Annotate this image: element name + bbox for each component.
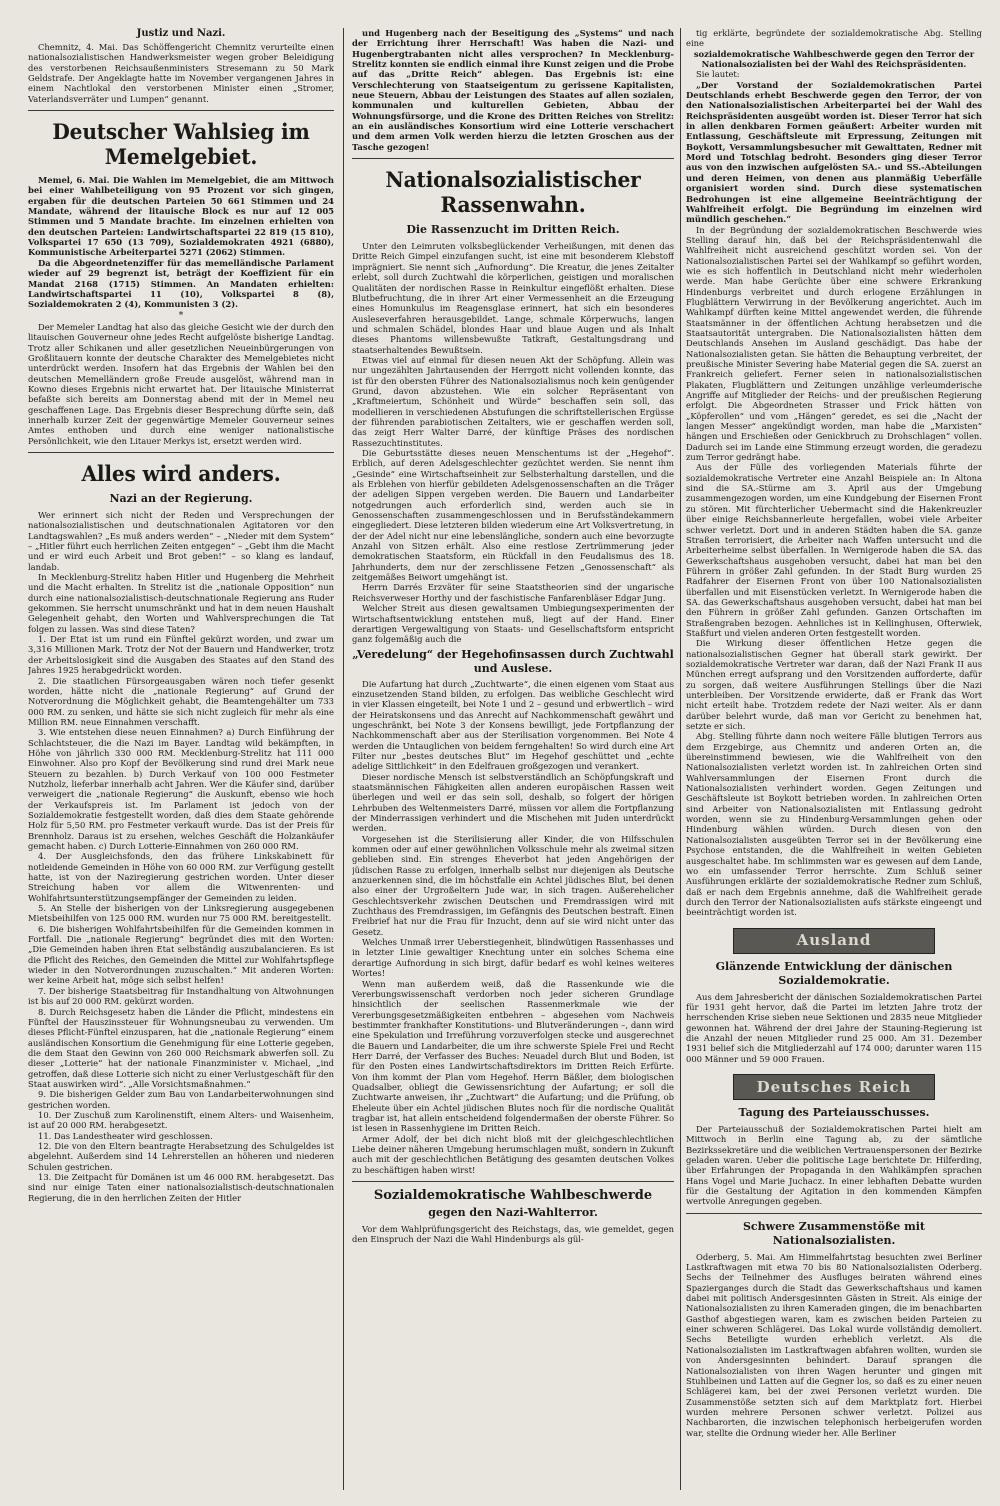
paragraph: Aus der Fülle des vorliegenden Materials führte der sozialdemokratische Vertreter eine Anzahl Beispiele an: In Altona sind die SA.-Stürme am 3. April aus der Umgebung zusammengezogen worden, um eine Kundgebung der Eisernen Front zu stören. Mit fürchterlicher Uebermacht sind die Hakenkreuzler über einige Reichsbannerleute hergefallen, wobei viele Arbeiter schwer verletzt. Dort und in anderen Städten haben die SA. ganze Straßen terrorisiert, die Arbeiter nach Waffen untersucht und die Arbeiterheime selbst überfallen. In Wernigerode haben die SA. das Gewerkschaftshaus ausgehoben versucht, dabei hat man bei den Führern in größer Zahl gefunden. In der Stadt Burg wurden 25 Radfahrer der Eisernen Front von über 100 Nationalsozialisten überfallen und mit Eisenstücken verletzt. In Wernigerode haben die SA. das Gewerkschaftshaus ausgehoben versucht, dabei hat man bei den Führern in größer Zahl gefunden. Ganzen Ortschaften im Straßengraben bezogen. Aehnliches ist in Kellinghusen, Ofterwiek, Staßfurt und vielen anderen Orten festgestellt worden. [686, 462, 982, 638]
paragraph: Wer erinnert sich nicht der Reden und Versprechungen der nationalsozialistischen und deutschnationalen Agitatoren vor den Landtagswahlen? „Es muß anders werden“ – „Nieder mit dem System“ – „Hitler führt euch herrlichen Zeiten entgegen“ – „Gebt ihm die Macht und er wird euch Arbeit und Brot geben!“ – so klang es landauf, landab. [28, 510, 334, 572]
paragraph: Sie lautet: [696, 69, 740, 80]
paragraph: Etwas viel auf einmal für diesen neuen Akt der Schöpfung. Allein was nur ungezählten Jahrtausenden der Herrgott nicht vollenden konnte, das ist für den obersten Führer des Nationalsozialismus noch kein genügender Grund, davon abzustehen. Wie ein solcher Repräsentant von „Kraftmeiertum, Schönheit und Würde“ beschaffen sein soll, das modellieren in verschiedenen Abstufungen die schriftstellerischen Ergüsse der führenden parabiotischen Zeitalters, wie er geschaffen werden soll, das zeigt Herr Walter Darré, der künftige Präses des nordischen Rassezuchtinstitutes. [352, 354, 674, 448]
article-title: Tagung des Parteiausschusses. [738, 1105, 930, 1119]
paragraph: Die Geburtsstätte dieses neuen Menschentums ist der „Hegehof“. Erblich, auf deren Adelsgeschlechter gezüchtet werden. Sie nennt ihm „Gesinde“ eine Wirtschaftseinheit zur Selbsterhaltung darstellen, und die als Erblehen von hierfür gebildeten Adelsgenossenschaften an die Träger der adeligen Sippen vergeben werden. Die Bauern und Landarbeiter notgedrungen auch erforderlich sind, werden auch sie in Genossenschaften zusammengeschlossen und in Berufsständekammern eingegliedert. Diese letzteren bilden wiederum eine Art Volksvertretung, in der der Adel nicht nur eine lebenslängliche, sondern auch eine bevorzugte Anzahl von Sitzen erhält. Also eine restlose Zertrümmerung jeder demokratischen Staatsform, ein Rückfall in den Feudalismus des 18. Jahrhunderts, dem nur der zerschlissene Fetzen „Genossenschaft“ als zeitgemäßes Beiwort umgehängt ist. [352, 448, 674, 583]
paragraph: 1. Der Etat ist um rund ein Fünftel gekürzt worden, und zwar um 3,316 Millionen Mark. Trotz der Not der Bauern und Handwerker, trotz der Arbeitslosigkeit sind die Ausgaben des Staates auf den Stand des Jahres 1925 herabgedrückt worden. [28, 634, 334, 676]
paragraph: In der Begründung der sozialdemokratischen Beschwerde wies Stelling darauf hin, daß bei der Reichspräsidentenwahl die Wahlfreiheit nicht ausreichend geschützt worden sei. Von der Nationalsozialistischen Partei sei der Wahlkampf so geführt worden, wie es sich hoffentlich in Deutschland nicht mehr wiederholen werde. Man habe Gerüchte über eine schwere Erkrankung Hindenburgs verbreitet und durch erlogene Erzählungen in Flugblättern Verwirrung in der Bevölkerung angerichtet. Auch im Wahlkampf dürften keine Mittel angewendet werden, die führende Staatsmänner in der öffentlichen Achtung herabsetzen und die Staatsautorität untergraben. Die Nationalsozialisten hätten dem Deutschlands Ansehen im Ausland geschädigt. Das habe der Nationalsozialisten getan. Sie hätten die Behauptung verbreitet, der preußische Minister Severing habe Material gegen die SA. zuerst an Frankreich geliefert. Ferner seien in nationalsozialistischen Plakaten, Flugblättern und Zeitungen unzählige verleumderische Angriffe auf Mitglieder der Reichs- und der preußischen Regierung erfolgt. Die Abgeordneten Strasser und Frick hätten von „Köpferollen“ und vom „Hängen“ geredet, es sei die „Nacht der langen Messer“ angekündigt worden, man habe die „Marxisten“ hängen und Erschießen oder Genickbruch zu Drohschlagen“ vollen. Dadurch sei im Lande eine Stimmung erzeugt worden, die geradezu zum Terror gedrängt habe. [686, 224, 982, 463]
paragraph: 2. Die staatlichen Fürsorgeausgaben wären noch tiefer gesenkt worden, hätte nicht die „nationale Regierung“ auf Grund der Notverordnung die Möglichkeit gehabt, die Beamtengehälter um 733 000 RM. zu senken, und hätte sie sich nicht zugleich für mehr als eine Million RM. neue Einnahmen verschafft. [28, 675, 334, 727]
column-rule [680, 28, 681, 1490]
paragraph: Die Aufartung hat durch „Zuchtwarte“, die einen eigenen vom Staat aus einzusetzenden Stand bilden, zu erfolgen. Das weibliche Geschlecht wird in vier Klassen eingeteilt, bei Note 1 und 2 – gesund und erbwertlich – wird der Heiratskonsens und das Anrecht auf Nachkommenschaft gewährt und ungeschränkt, bei Note 3 der Konsens bewilligt, jede Fortpflanzung der Nachkommenschaft aber aus der Sterilisation vorgenommen. Bei Note 4 werden die Untauglichen von beidem ferngehalten! So wird durch eine Art Filter nur „bestes deutsches Blut“ im Hegehof geschüttet und „echte adelige Sittlichkeit“ in den Edelfrauen großgezogen und verankert. [352, 678, 674, 772]
paragraph: Abg. Stelling führte dann noch weitere Fälle blutigen Terrors aus dem Erzgebirge, aus Chemnitz und anderen Orten an, die übereinstimmend bewiesen, wie die Wahlfreiheit von den Nationalsozialisten verletzt worden ist. In zahlreichen Orten sind Wahlversammlungen der Eisernen Front durch die Nationalsozialisten verhindert worden. Gegen Zeitungen und Geschäftsleute ist Boykott betrieben worden. In zahlreichen Orten sind Arbeiter von Nationalsozialisten mit Entlassung gedroht worden, wenn sie zu Hindenburg-Versammlungen gehen oder Hindenburg wählen würden. Durch diesen von den Nationalsozialisten ausgeübten Terror sei in der Bevölkerung eine Psychose entstanden, die die Wahlfreiheit in weiten Gebieten ausgeschaltet habe. Im schlimmsten war es gewesen auf dem Lande, wo ein umfassender Terror herrschte. Zum Schluß seiner Ausführungen erklärte der sozialdemokratische Redner zum Schluß, daß er nach dem Ergebnis annehme, daß die Wahlfreiheit gerade durch den Terror der Nationalsozialisten aufs stärkste eingeengt und beeinträchtigt worden ist. [686, 731, 982, 918]
column-rule [343, 28, 344, 1490]
subheadline: Die Rassenzucht im Dritten Reich. [406, 223, 620, 237]
paragraph: 7. Der bisherige Staatsbeitrag für Instandhaltung von Altwohnungen ist bis auf 20 000 RM. gekürzt worden. [28, 985, 334, 1007]
section-heading: sozialdemokratische Wahlbeschwerde gegen den Terror der Nationalsozialisten bei der Wahl des Reichspräsidenten. [693, 48, 975, 70]
quoted-complaint: „Der Vorstand der Sozialdemokratischen Partei Deutschlands erhebt Beschwerde gegen den Terror, der von den Nationalsozialistischen Arbeiterpartei bei der Wahl des Reichspräsidenten ausgeübt worden ist. Dieser Terror hat sich in allen denkbaren Formen geäußert: Arbeiter wurden mit Entlassung, Geschäftsleute mit Erpressung, Zeitungen mit Boykott, Versammlungsbesucher mit Gewalttaten, Redner mit Mord und Totschlag bedroht. Besonders ging dieser Terror aus von den inzwischen aufgelösten SA.- und SS.-Abteilungen und deren Heimen, von denen aus planmäßig Ueberfälle organisiert worden sind. Durch diese systematischen Bedrohungen ist eine allgemeine Beeinträchtigung der Wahlfreiheit erfolgt. Die Begründung im einzelnen wird mündlich geschehen.“ [686, 79, 982, 225]
column-3 [686, 28, 982, 1492]
article-title: Justiz und Nazi. [136, 28, 226, 39]
paragraph: 4. Der Ausgleichsfonds, den das frühere Linkskabinett für notleidende Gemeinden in Höhe von 60 000 RM. zur Verfügung gestellt hatte, ist von der Naziregierung gestrichen worden. Unter dieser Streichung haben vor allem die Witwenrenten- und Wohlfahrtsunterstützungsempfänger der Gemeinden zu leiden. [28, 851, 334, 903]
subheadline: gegen den Nazi-Wahlterror. [428, 1206, 598, 1220]
headline-anders: Alles wird anders. [81, 461, 281, 486]
paragraph: 10. Der Zuschuß zum Karolinenstift, einem Alters- und Waisenheim, ist auf 20 000 RM. herabgesetzt. [28, 1109, 334, 1131]
headline-wahlbeschwerde: Sozialdemokratische Wahlbeschwerde [373, 1188, 653, 1204]
article-lead: Da die Abgeordnetenziffer für das memelländische Parlament wieder auf 29 begrenzt ist, beträgt der Koeffizient für ein Mandat 2168 (1715) Stimmen. An Mandaten erhielten: Landwirtschaftspartei 11 (10), Volkspartei 8 (8), Sozialdemokraten 2 (4), Kommunisten 3 (2). [28, 257, 334, 310]
column-1 [28, 28, 334, 1492]
paragraph: 8. Durch Reichsgesetz haben die Länder die Pflicht, mindestens ein Fünftel der Hauszinssteuer für Wohnungsneubau zu verwenden. Um dieses Pflicht-Fünftel einzusparen, hat die „nationale Regierung“ einem ausländischen Konsortium die Genehmigung für eine Lotterie gegeben, die dem Staat den Gewinn von 260 000 Reichsmark abwerfen soll. Zu dieser „Lotterie“ hat der nationale Finanzminister v. Michael, „ind getroffen, daß diese Lotterie sich nicht zu einer Verlustgeschäft für den Staat auswirken wird“. „Alle Vorsichtsmaßnahmen.“ [28, 1006, 334, 1089]
section-heading: „Veredelung“ der Hegehofinsassen durch Zuchtwahl und Auslese. [352, 647, 674, 675]
divider [28, 452, 334, 453]
section-banner-ausland: Ausland [733, 928, 935, 954]
paragraph: 13. Die Zeitpacht für Domänen ist um 46 000 RM. herabgesetzt. Das sind nur einige Taten einer nationalsozialistisch-deutschnationalen Regierung, die in den herrlichen Zeiten der Hitler [28, 1172, 334, 1203]
paragraph: Vor dem Wahlprüfungsgericht des Reichstags, das, wie gemeldet, gegen den Einspruch der Nazi die Wahl Hindenburgs als gül- [352, 1224, 674, 1245]
article-title: Schwere Zusammenstöße mit Nationalsozialisten. [742, 1219, 926, 1247]
article-title: Glänzende Entwicklung der dänischen Sozialdemokratie. [715, 959, 953, 987]
paragraph: Vorgesehen ist die Sterilisierung aller Kinder, die von Hilfsschulen kommen oder auf einer gewöhnlichen Volksschule mehr als zweimal sitzen geblieben sind. Ein strenges Eheverbot hat jeden Angehörigen der jüdischen Rasse zu erfolgen, innerhalb selbst nur diejenigen als Deutsche anzuerkennen sind, die im höchstfalle ein Achtel jüdisches Blut, bei denen also einer der Urgroßeltern Jude war, in sich tragen. Außerehelicher Geschlechtsverkehr zwischen Deutschen und Fremdrassigen wird mit Zuchthaus des Fremdrassigen, im Gefängnis des Deutschen bestraft. Einen Freibrief hat nur die Frau für Inzucht, denn auf sie wird nicht unter das Gesetz. [352, 833, 674, 937]
article-body: Der Memeler Landtag hat also das gleiche Gesicht wie der durch den litauischen Gouverneur ohne jedes Recht aufgelöste bisherige Landtag. Trotz aller Schikanen und aller gesetzlichen Neueinbürgerungen von Großlitauern konnte der deutsche Charakter des Memelgebietes nicht unterdrückt werden. Insofern hat das Ergebnis der Wahlen bei den deutschen Memelländern große Freude ausgelöst, während man in Kowno dieses Ergebnis nicht erwartet hat. Der litauische Ministerrat befaßte sich bereits am Donnerstag abend mit der in Memel neu geschaffenen Lage. Das Ergebnis dieser Besprechung dürfte sein, daß innerhalb kurzer Zeit der gegenwärtige Memeler Gouverneur seines Amtes enthoben und durch eine weniger nationalistische Persönlichkeit, wie den Litauer Merkys ist, ersetzt werden wird. [28, 321, 334, 446]
article-body: Aus dem Jahresbericht der dänischen Sozialdemokratischen Partei für 1931 geht hervor, daß die Partei im letzten Jahre trotz der herrschenden Krise sieben neue Sektionen und 2835 neue Mitglieder gewonnen hat. Während der drei Jahre der Stauning-Regierung ist die Anzahl der neuen Mitglieder rund 25 000. Am 31. Dezember 1931 belief sich die Mitgliederzahl auf 174 000; darunter waren 115 000 Männer und 59 000 Frauen. [686, 991, 982, 1064]
paragraph: Dieser nordische Mensch ist selbstverständlich an Schöpfungskraft und staatsmännischen Fähigkeiten allen anderen europäischen Rassen weit überlegen und weil er das sein soll, deshalb, so folgert der hörigen Lehrbuben des Weltenmeisters Darré, müssen vor allem die Fortpflanzung der Minderrassigen verhindert und die Mischehen mit Juden unterdrückt werden. [352, 771, 674, 834]
article-continuation: und Hugenberg nach der Beseitigung des „Systems“ und nach der Errichtung ihrer Herrschaft! Was haben die Nazi- und Hugenbergtrabanten nicht alles versprochen? In Mecklenburg-Strelitz konnten sie endlich einmal ihre Kunst zeigen und die Probe auf das „Dritte Reich“ ablegen. Das Ergebnis ist: eine Verschlechterung von Staatseigentum zu gerissene Kapitalisten, neue Steuern, Abbau der Leistungen des Staates auf allen sozialen, kommunalen und kulturellen Gebieten, Abbau der Wohnungsfürsorge, und die Krone des Dritten Reiches von Strelitz: an ein ausländisches Konsortium wird eine Lotterie verschachert und dem armen Volk werden hierzu die letzten Groschen aus der Tasche gezogen! [352, 28, 674, 152]
paragraph: tig erklärte, begründete der sozialdemokratische Abg. Stelling eine [686, 28, 982, 49]
paragraph: In Mecklenburg-Strelitz haben Hitler und Hugenberg die Mehrheit und die Macht erhalten. In Strelitz ist die „nationale Opposition“ nun durch eine nationalsozialistisch-deutschnationale Regierung ans Ruder gekommen. Sie herrscht unumschränkt und hat in dem neuen Haushalt Gelegenheit gehabt, den Worten und Wahlversprechungen die Tat folgen zu lassen. Was sind diese Taten? [28, 572, 334, 634]
divider [686, 1213, 982, 1214]
paragraph: Unter den Leimruten volksbeglückender Verheißungen, mit denen das Dritte Reich Gimpel einzufangen sucht, ist eine mit besonderem Klebstoff imprägniert. Sie nennt sich „Aufnordung“. Die Kreatur, die jenes Zeitalter erlebt, soll durch Zuchtwahl die körperlichen, geistigen und moralischen Qualitäten der nordischen Rasse in Reinkultur eingeflößt erhalten. Diese Blutbefruchtung, die in ihrer Art einer Vermessenheit an die Erzeugung eines Homunkulus im Reagensglase erinnert, hat sich ein besonderes Ausleseverfahren herausgebildet. Lange, schmale Körperwuchs, langen und schmalen Schädel, blondes Haar und blaue Augen und als Inhalt dieses Phantoms willensbewußte Tatkraft, Gestaltungsdrang und staatserhaltendes Bewußtsein. [352, 241, 674, 355]
paragraph: Herrn Darrés Erzväter für seine Staatstheorien sind der ungarische Reichsverweser Horthy und der faschistische Fanfarenbläser Edgar Jung. [352, 582, 674, 603]
article-body: Oderberg, 5. Mai. Am Himmelfahrtstag besuchten zwei Berliner Lastkraftwagen mit etwa 70 bis 80 Nationalsozialisten Oderberg. Sechs der Teilnehmer des Ausfluges beiraten während eines Spazierganges durch die Stadt das Gewerkschaftshaus und kamen dabei mit politisch Andersgesinnten Gästen in Streit. Als einige der Nationalsozialisten zu ihren Kameraden gingen, die im benachbarten Gasthof abgestiegen waren, kam es zwischen beiden Parteien zu einer schweren Schlägerei. Das Lokal wurde vollständig demoliert. Sechs Beteiligte wurden erheblich verletzt. Als die Nationalsozialisten im Lastkraftwagen abfahren wollten, wurden sie von Andersgesinnten behindert. Darauf sprangen die Nationalsozialisten von ihren Wagen herunter und gingen mit Stuhlbeinen und Latten auf die Gegner los, so daß es zu einer neuen Schlägerei kam, bei der zwei Personen verletzt wurden. Die Zusammenstöße setzten sich auf dem Marktplatz fort. Hierbei wurden mehrere Personen schwer verletzt. Polizei aus Nachbarorten, die inzwischen telephonisch herbeigerufen worden war, stellte die Ordnung wieder her. Alle Berliner [686, 1251, 982, 1438]
paragraph: Wenn man außerdem weiß, daß die Rassenkunde wie die Vererbungswissenschaft verdorben noch jeder sicheren Grundlage hinsichtlich der seelischen Rassenmerkmale wie der Vererbungsgesetzmäßigkeiten entbehren – abgesehen vom Nachweis bestimmter frankhafter Konstitutions- und Blutveränderungen –, dann wird eine Spekulation und Irreführung vorzuverfolgen stecke und ausgerechnet die Bauern und Landarbeiter, die um ihre schwerste Spiele Frei und Recht Herr Darré, der Verfasser des Buches: Neuadel durch Blut und Boden, ist für den Posten eines Landwirtschaftsdirektors im Dritten Reich Erfürte. Von ihm kommt der Plan vom Hegehof. Herrn Bäßler, dem biologischen Quadsalber, obliegt die Gewissensrichtung der Aufartung; er soll die Zuchtwarte anweisen, ihr „Zuchtwart“ die Aufartung; und die Prüfung, ob Eheleute über ein Achtel jüdischen Blutes noch für die nordische Qualität tragbar ist, hat allein entscheidend folgendermaßen der oberste Führer. So ist lesen in Rassenhygiene im Dritten Reich. [352, 978, 674, 1134]
headline-memel: Deutscher Wahlsieg im Memelgebiet. [52, 119, 310, 170]
paragraph: 5. An Stelle der bisherigen von der Linksregierung ausgegebenen Mietsbeihilfen von 125 000 RM. wurden nur 75 000 RM. bereitgestellt. [28, 903, 334, 924]
article-lead: Memel, 6. Mai. Die Wahlen im Memelgebiet, die am Mittwoch bei einer Wahlbeteiligung von 95 Prozent vor sich gingen, ergaben für die deutschen Parteien 50 661 Stimmen und 24 Mandate, während der litauische Block es nur auf 12 005 Stimmen und 5 Mandate brachte. Im einzelnen erhielten von den deutschen Parteien: Landwirtschaftspartei 22 819 (15 810), Volkspartei 17 650 (13 709), Sozialdemokraten 4921 (6880), Kommunistische Arbeiterpartei 5271 (2062) Stimmen. [28, 175, 334, 258]
paragraph: 12. Die von den Eltern beantragte Herabsetzung des Schulgeldes ist abgelehnt. Außerdem sind 14 Lehrerstellen an höheren und niederen Schulen gestrichen. [28, 1140, 334, 1172]
column-2 [352, 28, 674, 1492]
article-body: Chemnitz, 4. Mai. Das Schöffengericht Chemnitz verurteilte einen nationalsozialistischen Handwerksmeister wegen grober Beleidigung des verstorbenen Reichsaußenministers Stresemann zu 50 Mark Geldstrafe. Der Angeklagte hatte im November vergangenen Jahres in einem Nachtlokal den verstorbenen Minister einen „Stromer, Vaterlandsverräter und Lumpen“ genannt. [28, 42, 334, 104]
paragraph: 3. Wie entstehen diese neuen Einnahmen? a) Durch Einführung der Schlachtsteuer, die die Nazi im Bayer. Landtag wild bekämpften, in Höhe von jährlich 330 000 RM. Mecklenburg-Strelitz hat 111 000 Einwohner. Also pro Kopf der Bevölkerung sind rund drei Mark neue Steuern zu bezahlen. b) Durch Verkauf von 100 000 Festmeter Nutzholz, lieferbar innerhalb acht Jahren. Wer die Käufer sind, darüber verweigert die „nationale Regierung“ die Auskunft, ebenso wie hoch der Verkaufspreis ist. Im Parlament ist jedoch von der Sozialdemokratie festgestellt worden, daß dies dem Staate gehörende Holz für 5,50 RM. pro Festmeter verkauft wurde. Das ist der Preis für Brennholz. Daraus ist zu ersehen, welches Geschäft die Holzankäufer gemacht haben. c) Durch Lotterie-Einnahmen von 260 000 RM. [28, 727, 334, 851]
paragraph: 9. Die bisherigen Gelder zum Bau von Landarbeiterwohnungen sind gestrichen worden. [28, 1089, 334, 1110]
divider [352, 158, 674, 159]
article-body: Der Parteiausschuß der Sozialdemokratischen Partei hielt am Mittwoch in Berlin eine Tagung ab, zu der sämtliche Bezirkssekretäre und die weiblichen Vertrauenspersonen der Bezirke geladen waren. Ueber die politische Lage berichtete Dr. Hilferding, über Erfahrungen der Propaganda in den Wahlkämpfen sprachen Hans Vogel und Marie Juchacz. In einer lebhaften Debatte wurden für die Gestaltung der Agitation in den kommenden Kämpfen wertvolle Anregungen gegeben. [686, 1123, 982, 1207]
divider [352, 1181, 674, 1182]
paragraph: Die Wirkung dieser öffentlichen Hetze gegen die nationalsozialistischen Gegner hat überall stark gewirkt. Der sozialdemokratische Vertreter war daran, daß der Nazi Frank II aus München erregt aufsprang und den Vorsitzenden aufforderte, dafür zu sorgen, daß weitere Ausführungen Stellings über die Nazi unterbleiben. Der Vorsitzende erwiderte, daß er Frank das Wort nicht erteilt habe. Trotzdem redete der Nazi weiter. Als er dann darüber belehrt wurde, daß man vor Gericht zu benehmen hat, setzte er sich. [686, 638, 982, 732]
headline-rassenwahn: Nationalsozialistischer Rassenwahn. [385, 167, 641, 218]
paragraph: 11. Das Landestheater wird geschlossen. [38, 1130, 213, 1141]
divider [28, 110, 334, 111]
section-star: * [178, 310, 184, 321]
paragraph: Welcher Streit aus diesen gewaltsamen Umbiegungsexperimenten der Wirtschaftsentwicklung entstehen muß, liegt auf der Hand. Einer derartigen Vergewaltigung von Staats- und Gesellschaftsform entspricht ganz folgemäßig auch die [352, 603, 674, 645]
paragraph: 6. Die bisherigen Wohlfahrtsbeihilfen für die Gemeinden kommen in Fortfall. Die „nationale Regierung“ begründet dies mit den Worten: „Die Gemeinden haben ihren Etat selbständig auszubalancieren. Es ist die Pflicht des Reiches, den Gemeinden die Mittel zur Wohlfahrtspflege wieder in den Notverordnungen zuzuschalten.“ Mit anderen Worten: wer keine Arbeit hat, möge sich selbst helfen! [28, 923, 334, 986]
paragraph: Welches Unmaß irrer Ueberstiegenheit, blindwütigen Rassenhasses und in letzter Linie gewaltiger Knechtung unter ein solches Schema eine derartige Aufnordung in sich birgt, dafür bedarf es wohl keines weiteres Wortes! [352, 937, 674, 979]
subheadline: Nazi an der Regierung. [109, 492, 253, 505]
section-banner-deutsches-reich: Deutsches Reich [733, 1074, 935, 1100]
paragraph: Armer Adolf, der bei dich nicht bloß mit der gleichgeschlechtlichen Liebe deiner näheren Umgebung herumschlagen mußt, sondern in Zukunft auch mit der geschlechtlichen Betätigung des gesamten deutschen Volkes zu beschäftigen haben wirst! [352, 1133, 674, 1175]
